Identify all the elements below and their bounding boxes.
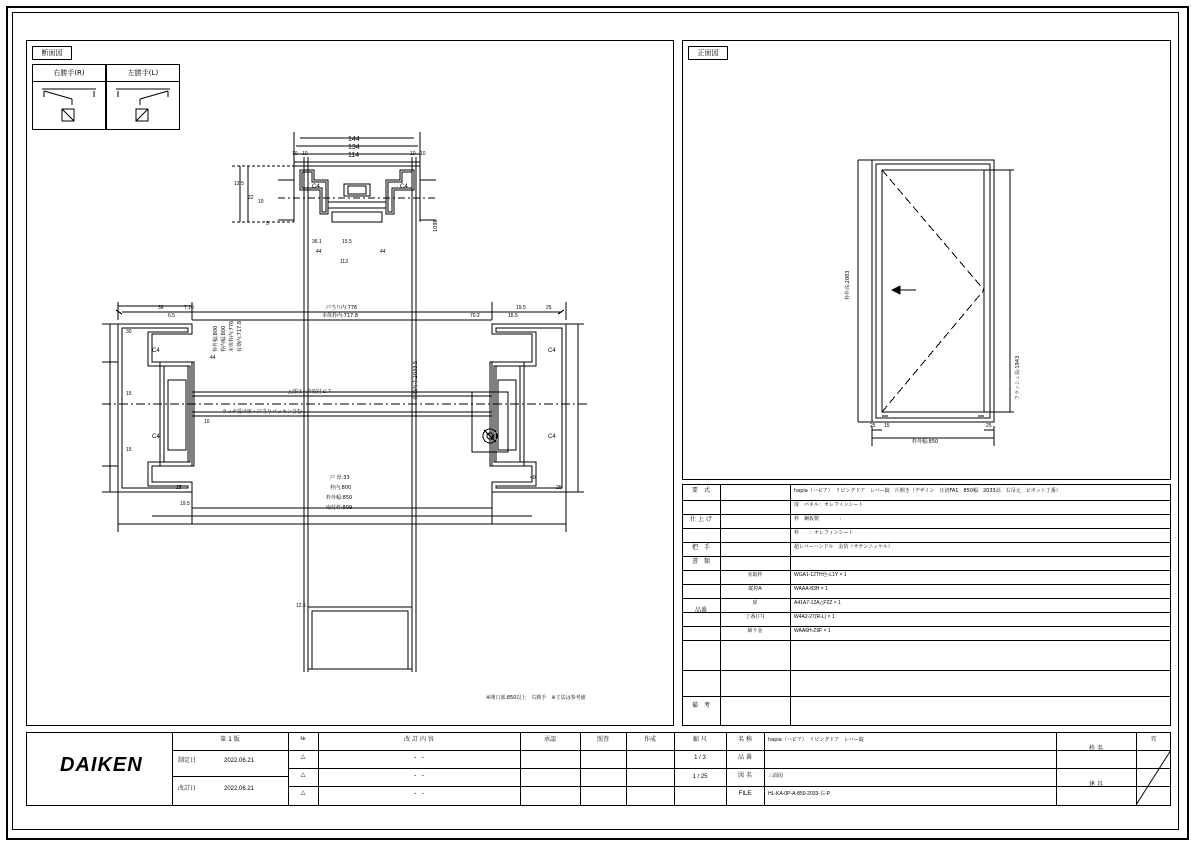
established-date-value: 2022.06.21 (224, 758, 255, 764)
dim-bottom-mount: 取付枠:809 (326, 505, 353, 511)
section-drawing (32, 62, 652, 722)
front-dim-height: 枠外高:2083 (845, 270, 851, 300)
dim-mid-70-2: 70.2 (470, 313, 480, 319)
dim-mid-label-stopper: 戸当り内:776 (326, 305, 358, 311)
spec-value-finish-frame: 枠 鋼板製 ： (794, 516, 845, 522)
spec-key-handle: 把 手 (691, 544, 710, 551)
dim-mid-44: 44 (210, 355, 216, 361)
dim-mid-41: 10 (204, 419, 210, 425)
dim-bottom-thickness: 戸 厚:33 (330, 475, 350, 481)
rev-dots-1: ・ ・ (412, 774, 426, 780)
rev-mark-0: △ (300, 754, 306, 760)
name-value: hapia（ハピア） リビングドア レバー錠 (768, 737, 864, 743)
section-view-title: 断面図 (41, 50, 63, 57)
callout-c4-5: C4 (548, 348, 556, 354)
dim-mid-label-frame: 本体枠内:717.8 (322, 313, 358, 319)
rev-content-header: 改 訂 内 容 (404, 736, 434, 743)
callout-c4-6: C4 (548, 434, 556, 440)
dim-col-outer-width: 枠外幅:800 (213, 325, 219, 352)
front-dim-15: 15 (884, 423, 890, 429)
dim-top-10d: 10 (420, 151, 426, 157)
dim-left-5: 5 (266, 221, 269, 227)
dim-bottom-25b: 25 (556, 485, 562, 491)
parts-key-4: 締り金 (747, 628, 763, 634)
spec-table (682, 484, 1171, 726)
rev-dots-0: ・ ・ (412, 756, 426, 762)
spec-key-remark: 備 考 (691, 702, 710, 709)
hand-table-cell-label-right: 右勝手(R) (53, 69, 85, 77)
dim-inner-15-5: 15.5 (342, 239, 352, 245)
dim-inner-113: 113 (340, 259, 348, 265)
drawing-label: 図 名 (738, 772, 752, 779)
rev-mark-1: △ (300, 772, 306, 778)
section-view-title-box (32, 46, 72, 60)
dim-top-10b: 10 (302, 151, 308, 157)
page-diagonal (1136, 750, 1171, 805)
file-value: HL-KA-0P-A-850-2033-右-P (768, 791, 830, 797)
callout-c4-3: C4 (152, 348, 160, 354)
note-latch-packing: ラッチ受け座・戸当りパッキン含む (222, 409, 302, 415)
frame-name-label: 枠 名 (1089, 745, 1103, 752)
dim-mid-7-10: 7.10 (184, 305, 194, 311)
rev-mark-2: △ (300, 790, 306, 796)
parts-value-2: A41A7-12A△F2Z × 1 (794, 600, 841, 606)
parts-key-0: 室取枠 (747, 572, 763, 578)
established-date-label: 制定日 (178, 757, 197, 764)
dim-top-144: 144 (348, 136, 360, 143)
front-view-title: 正面図 (697, 50, 719, 57)
dim-inner-36-1: 36.1 (312, 239, 322, 245)
scale-header: 縮 尺 (693, 736, 707, 743)
dim-mid-15b: 15 (126, 447, 132, 453)
dim-inner-44b: 44 (380, 249, 386, 255)
create-header: 作成 (643, 736, 656, 743)
parts-value-4: WAA6H-Z9F × 1 (794, 628, 831, 634)
spec-value-finish-panel: 扉 パネル：オレフィンシート (794, 502, 864, 508)
dim-mid-30: 30 (126, 329, 132, 335)
dim-bottom-19-5: 19.5 (180, 501, 190, 507)
spec-key-style: 要 式 (691, 487, 710, 494)
file-label: FILE (738, 791, 752, 797)
parts-key-1: 縦枠A (748, 586, 762, 592)
dim-threshold-173: 12.5 (296, 603, 306, 609)
dim-mid-36: 36 (158, 305, 164, 311)
front-dim-25-right: 25 (986, 423, 992, 429)
title-block (26, 732, 1171, 806)
callout-c4-1: C4 (312, 184, 320, 190)
item-label: 品 番 (738, 754, 752, 761)
fitting-label: 建 具 (1089, 781, 1103, 788)
brand-logo: DAIKEN (60, 754, 143, 776)
dim-col-frame-inner: 本体枠内:776 (229, 320, 235, 352)
dim-mid-6-5: 6.5 (168, 313, 175, 319)
page-label: 頁 (1150, 736, 1157, 743)
dim-left-10: 10 (258, 199, 264, 205)
dim-mid-15a: 15 (126, 391, 132, 397)
scale-value-0: 1 / 3 (694, 755, 706, 761)
revised-date-value: 2022.06.21 (224, 786, 255, 792)
scale-value-1: 1 / 25 (692, 774, 708, 780)
spec-value-handle: 超レバーハンドル 金箔（サテンニッケル） (794, 544, 893, 550)
dim-mid-15-5b: 15.5 (508, 313, 518, 319)
dim-top-114: 114 (348, 152, 360, 159)
front-dim-width: 枠外幅:850 (912, 439, 939, 445)
dim-top-10c: 10 (410, 151, 416, 157)
drawing-value: 三面図 (768, 773, 784, 779)
dim-top-134: 134 (348, 144, 360, 151)
callout-c4-2: C4 (400, 184, 408, 190)
parts-key-3: 丁番(戸) (745, 614, 765, 620)
revised-date-label: 改訂日 (178, 785, 197, 792)
parts-key-2: 扉 (752, 600, 758, 606)
spec-key-parts: 品番 (694, 607, 707, 614)
spec-key-finish: 仕 上 げ (690, 516, 712, 523)
hand-table-cell-label-left: 左勝手(L) (127, 69, 159, 77)
note-opening: ※開口部:850以上 右勝手 ※寸法は参考値 (486, 695, 586, 701)
dim-bottom-outer: 枠外幅:850 (326, 495, 353, 501)
dim-left-22: 22 (248, 195, 254, 201)
dim-col-effective-h: 有効内寸:2033.5 (413, 360, 419, 400)
callout-c4-4: C4 (152, 434, 160, 440)
front-elevation-drawing (850, 140, 1180, 470)
spec-value-finish-frame2: 枠 ：オレフィンシート (794, 530, 854, 536)
spec-key-documents: 書 類 (691, 558, 710, 565)
revision-header: 第 1 版 (220, 736, 240, 743)
dim-left-12-5: 12.5 (234, 181, 244, 187)
dim-col-1098: 1098 (433, 219, 439, 232)
dim-col-inner-width: 枠内幅:800 (221, 325, 227, 352)
parts-value-1: WAAA-83H × 1 (794, 586, 828, 592)
front-dim-25-left: 25 (870, 423, 876, 429)
dim-mid-19-5: 19.5 (516, 305, 526, 311)
check-header: 照査 (596, 736, 609, 743)
note-upper-frame-screw: △部は上枠取付ビス (288, 389, 332, 395)
name-label: 名 称 (738, 736, 752, 743)
front-dim-flush-height: フラッシュ高:1943 (1015, 355, 1021, 400)
parts-value-0: WGA1-12TH色-L1Y × 1 (794, 572, 847, 578)
front-view-title-box (688, 46, 728, 60)
dim-bottom-25a: 25 (176, 485, 182, 491)
dim-inner-44a: 44 (316, 249, 322, 255)
dim-bottom-40: 40 (530, 475, 536, 481)
spec-value-style: hapia（ハピア） リビングドア レバー錠 片開き（デザイン 且切FA1 850幅 2033高 右吊元 ピボット丁番） (794, 488, 1061, 494)
dim-top-10a: 10 (292, 151, 298, 157)
parts-value-3: W4A2-27(R-L) × 1 (794, 614, 835, 620)
dim-mid-25: 25 (546, 305, 552, 311)
rev-no-header: № (300, 736, 306, 742)
dim-col-effective: 有効内:717.8 (237, 321, 243, 352)
rev-dots-2: ・ ・ (412, 792, 426, 798)
dim-bottom-inner: 枠内:800 (330, 485, 352, 491)
approve-header: 承認 (543, 736, 556, 743)
